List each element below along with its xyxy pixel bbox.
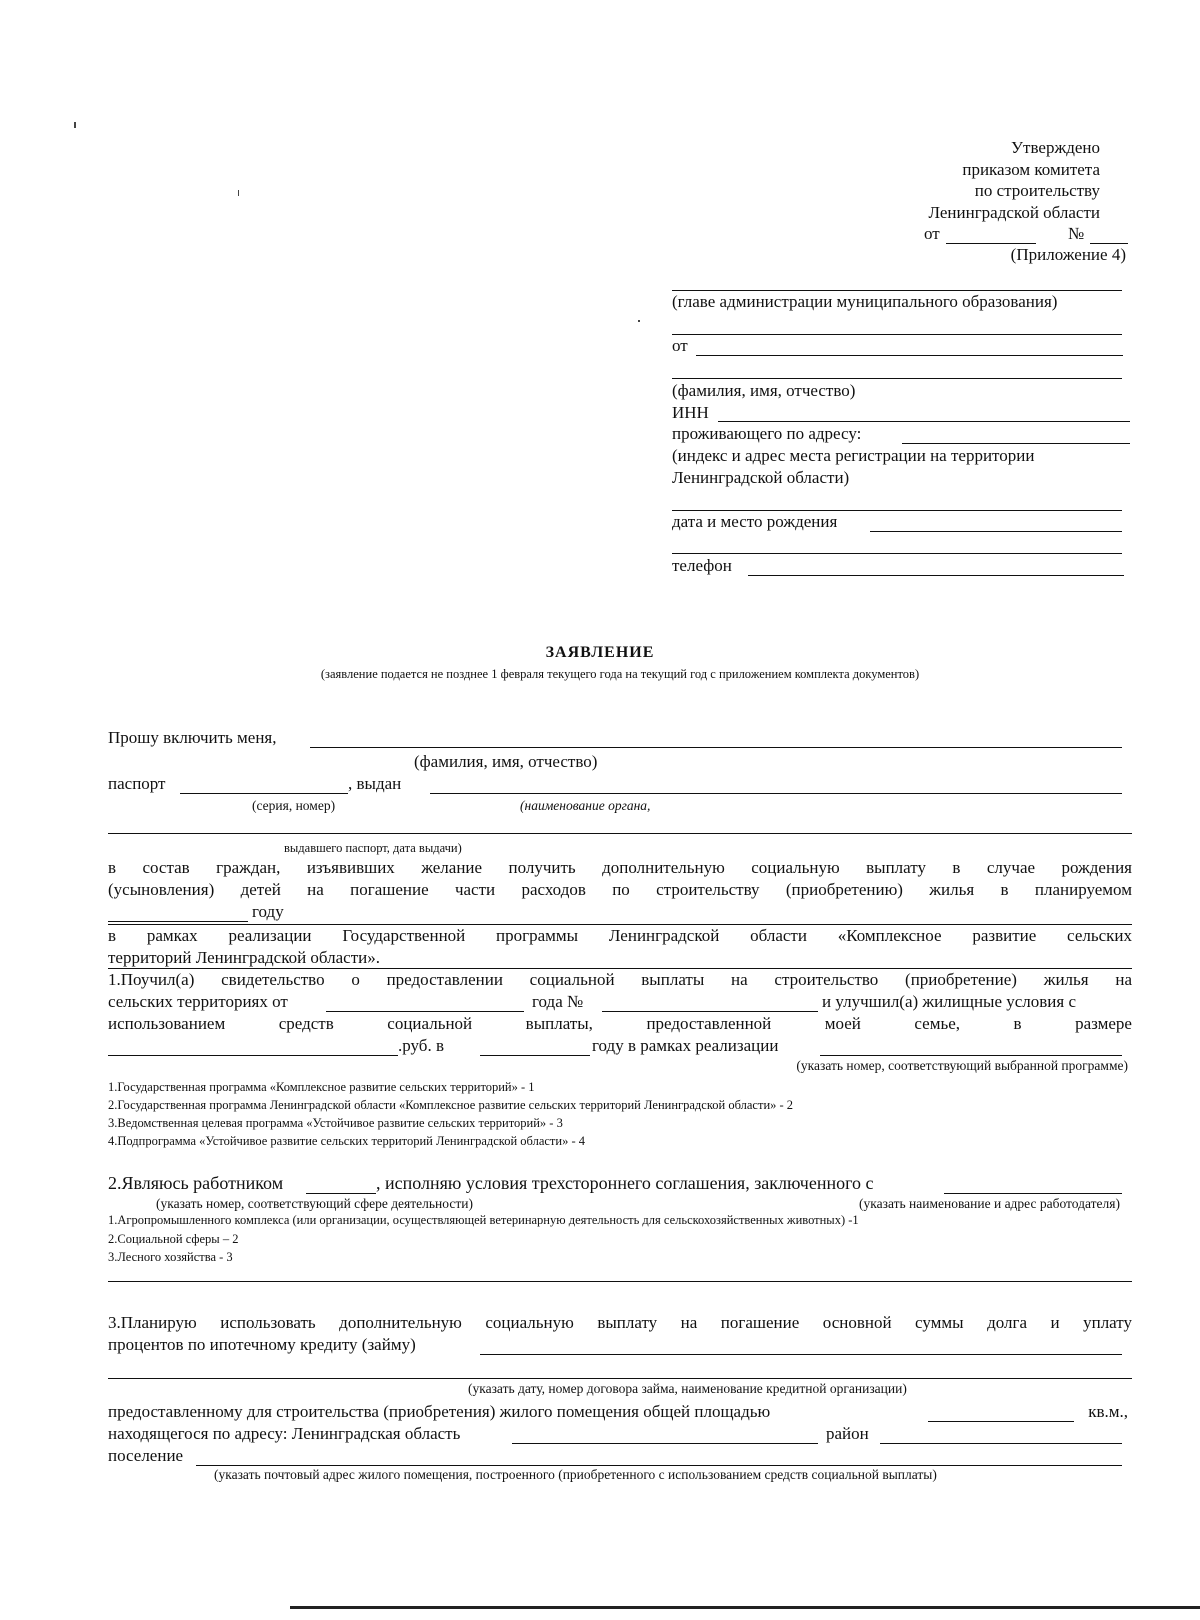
section1-word: предоставленной bbox=[646, 1014, 772, 1033]
section1-word: выплаты, bbox=[525, 1014, 593, 1033]
area-unit: кв.м., bbox=[1088, 1402, 1128, 1421]
document-title: ЗАЯВЛЕНИЕ bbox=[545, 644, 655, 661]
inn-label: ИНН bbox=[672, 403, 709, 422]
loan-line bbox=[480, 1354, 1122, 1355]
approval-line-3: по строительству bbox=[974, 181, 1100, 200]
sphere-item-3: 3.Лесного хозяйства - 3 bbox=[108, 1250, 233, 1264]
section2-agreement-label: , исполняю условия трехстороннего соглашения, заключенного с bbox=[376, 1173, 874, 1193]
district-label: район bbox=[826, 1424, 869, 1443]
approval-number-line bbox=[1090, 243, 1128, 244]
section1-caption: (указать номер, соответствующий выбранной программе) bbox=[796, 1058, 1128, 1073]
program-item-2: 2.Государственная программа Ленинградской области «Комплексное развитие сельских территорий Ленинградской области» - 2 bbox=[108, 1098, 794, 1112]
section3-caption: (указать дату, номер договора займа, наименование кредитной организации) bbox=[468, 1381, 907, 1396]
sphere-number-line bbox=[306, 1193, 376, 1194]
section1-word: моей bbox=[824, 1014, 861, 1033]
issued-line bbox=[430, 793, 1122, 794]
program-item-3: 3.Ведомственная целевая программа «Устойчивое развитие сельских территорий» - 3 bbox=[108, 1116, 563, 1130]
employer-line bbox=[944, 1193, 1122, 1194]
section1-word: размере bbox=[1075, 1014, 1132, 1033]
section1-number-label: года № bbox=[532, 992, 584, 1011]
approval-date-line bbox=[946, 243, 1036, 244]
passport-label: паспорт bbox=[108, 774, 166, 793]
section2-caption-left: (указать номер, соответствующий сфере деятельности) bbox=[156, 1196, 473, 1211]
passport-line bbox=[180, 793, 348, 794]
section1-word: средств bbox=[278, 1014, 334, 1033]
certificate-date-line bbox=[326, 1011, 524, 1012]
para2-line1: в рамках реализации Государственной программы Ленинградской области «Комплексное развитие сельских bbox=[108, 926, 1132, 945]
section1-word: использованием bbox=[108, 1014, 226, 1033]
address-line-2 bbox=[672, 510, 1122, 511]
document-subtitle: (заявление подается не позднее 1 февраля текущего года на текущий год с приложением комплекта документов) bbox=[320, 667, 920, 681]
section1-line1: 1.Поучил(а) свидетельство о предоставлении социальной выплаты на строительство (приобретение) жилья на bbox=[108, 970, 1132, 989]
section2-caption-right: (указать наименование и адрес работодателя) bbox=[859, 1196, 1120, 1211]
settlement-line bbox=[196, 1465, 1122, 1466]
applicant-fio-caption: (фамилия, имя, отчество) bbox=[672, 381, 856, 400]
para1-line2: (усыновления) детей на погашение части расходов по строительству (приобретению) жилья в планируемом bbox=[108, 880, 1132, 899]
section3-area-label: предоставленному для строительства (приобретения) жилого помещения общей площадью bbox=[108, 1402, 771, 1421]
birth-label: дата и место рождения bbox=[672, 512, 838, 531]
scan-speck bbox=[74, 122, 76, 128]
area-line bbox=[928, 1421, 1074, 1422]
from-line-2 bbox=[672, 378, 1122, 379]
approval-line-1: Утверждено bbox=[1011, 138, 1100, 157]
include-me-line bbox=[310, 747, 1122, 748]
from-line bbox=[696, 355, 1123, 356]
issuer-line bbox=[108, 833, 1132, 834]
inn-line bbox=[718, 421, 1130, 422]
separator-2 bbox=[108, 968, 1132, 969]
section1-realization-label: году в рамках реализации bbox=[592, 1036, 779, 1055]
approval-date-label: от bbox=[924, 224, 940, 243]
address-caption-1: (индекс и адрес места регистрации на территории bbox=[672, 446, 1035, 465]
address-line bbox=[902, 443, 1130, 444]
section3-line2: процентов по ипотечному кредиту (займу) bbox=[108, 1335, 416, 1354]
certificate-number-line bbox=[602, 1011, 818, 1012]
approval-appendix: (Приложение 4) bbox=[1010, 245, 1126, 264]
organ-caption: (наименование органа, bbox=[520, 798, 651, 813]
sphere-item-2: 2.Социальной сферы – 2 bbox=[108, 1232, 239, 1246]
addressee-caption: (главе администрации муниципального образования) bbox=[672, 292, 1058, 311]
settlement-label: поселение bbox=[108, 1446, 184, 1465]
from-label: от bbox=[672, 336, 688, 355]
section1-from-label: сельских территориях от bbox=[108, 992, 288, 1011]
section1-word: в bbox=[1013, 1014, 1022, 1033]
para2-line2: территорий Ленинградской области». bbox=[108, 948, 381, 967]
amount-line bbox=[108, 1055, 398, 1056]
program-year-line bbox=[480, 1055, 590, 1056]
program-item-1: 1.Государственная программа «Комплексное развитие сельских территорий» - 1 bbox=[108, 1080, 535, 1094]
section1-rub-label: .руб. в bbox=[398, 1036, 444, 1055]
issued-label: , выдан bbox=[348, 774, 402, 793]
section1-word: семье, bbox=[914, 1014, 961, 1033]
program-item-4: 4.Подпрограмма «Устойчивое развитие сельских территорий Ленинградской области» - 4 bbox=[108, 1134, 585, 1148]
addressee-line bbox=[672, 290, 1122, 291]
section2-end-line bbox=[108, 1281, 1132, 1282]
birth-line bbox=[870, 531, 1122, 532]
section3-address-label: находящегося по адресу: Ленинградская область bbox=[108, 1424, 461, 1443]
para1-line1: в состав граждан, изъявивших желание получить дополнительную социальную выплату в случае рождения bbox=[108, 858, 1132, 877]
phone-line bbox=[748, 575, 1124, 576]
address-caption-2: Ленинградской области) bbox=[672, 468, 850, 487]
body-fio-caption: (фамилия, имя, отчество) bbox=[414, 752, 598, 771]
separator-1 bbox=[108, 924, 1132, 925]
birth-line-2 bbox=[672, 553, 1122, 554]
section3-caption-2: (указать почтовый адрес жилого помещения, построенного (приобретенного с использованием средств социальной выплаты) bbox=[214, 1467, 937, 1482]
loan-line-2 bbox=[108, 1378, 1132, 1379]
scan-speck bbox=[238, 190, 239, 196]
section1-improved-label: и улучшил(а) жилищные условия с bbox=[822, 992, 1077, 1011]
page-bottom-edge bbox=[290, 1606, 1200, 1609]
series-caption: (серия, номер) bbox=[252, 798, 336, 813]
sphere-item-1: 1.Агропромышленного комплекса (или организации, осуществляющей ветеринарную деятельность для сельскохозяйственных животных) -1 bbox=[108, 1213, 859, 1227]
include-me-label: Прошу включить меня, bbox=[108, 728, 277, 747]
program-number-line bbox=[820, 1055, 1122, 1056]
year-label: году bbox=[252, 902, 284, 921]
section3-line1: 3.Планирую использовать дополнительную социальную выплату на погашение основной суммы долга и уплату bbox=[108, 1313, 1132, 1332]
approval-line-4: Ленинградской области bbox=[928, 203, 1100, 222]
approval-line-2: приказом комитета bbox=[962, 160, 1100, 179]
scan-speck bbox=[638, 320, 640, 322]
section1-line3 bbox=[108, 1014, 1132, 1034]
issuer-caption: выдавшего паспорт, дата выдачи) bbox=[284, 841, 462, 855]
address-label: проживающего по адресу: bbox=[672, 424, 862, 443]
phone-label: телефон bbox=[672, 556, 732, 575]
approval-number-label: № bbox=[1068, 224, 1085, 243]
addressee-line-2 bbox=[672, 334, 1122, 335]
section2-employee-label: 2.Являюсь работником bbox=[108, 1173, 284, 1193]
district-line bbox=[880, 1443, 1122, 1444]
address-region-line bbox=[512, 1443, 818, 1444]
year-line bbox=[108, 921, 248, 922]
section1-word: социальной bbox=[387, 1014, 473, 1033]
